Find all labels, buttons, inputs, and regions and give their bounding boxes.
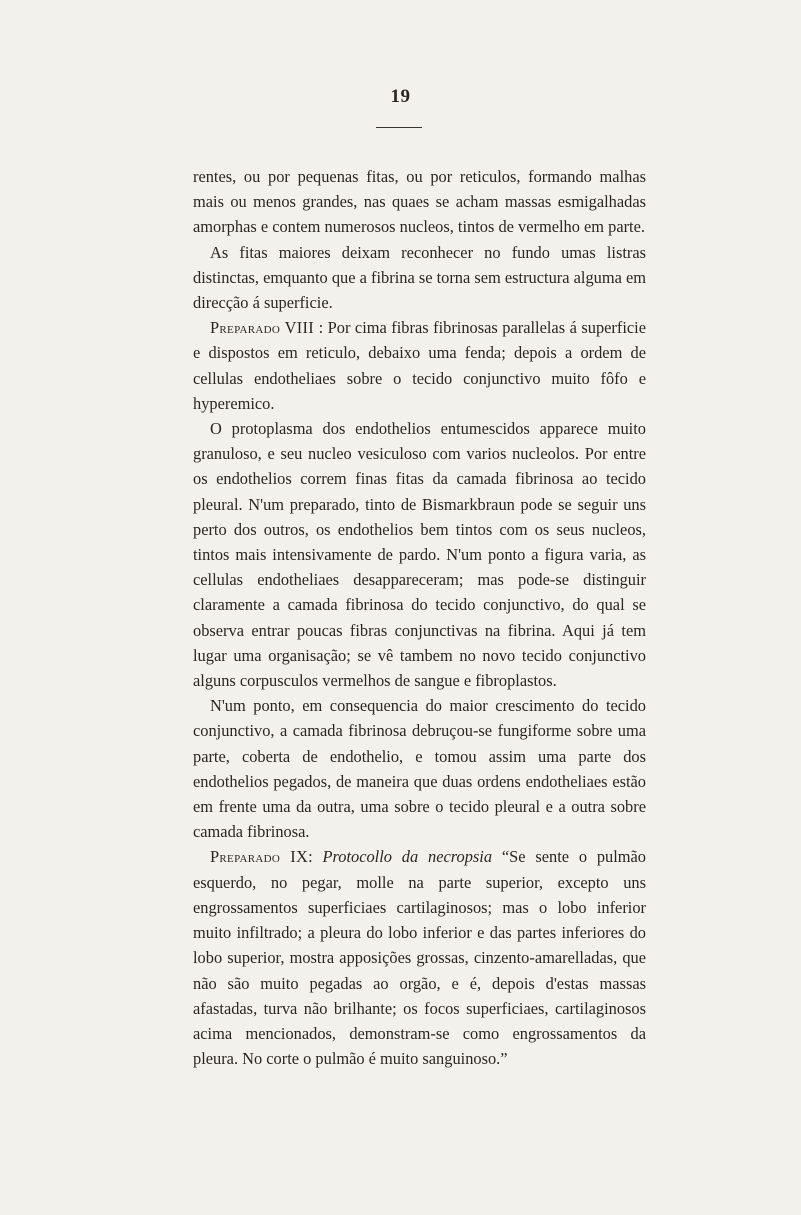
- paragraph: Preparado VIII : Por cima fibras fibrinosas parallelas á superficie e dispostos em reticulo, debaixo uma fenda; depois a ordem de cellulas endotheliaes sobre o tecido conjunctivo muito fôfo e hyperemico.: [193, 318, 646, 413]
- section-label: Preparado VIII: [210, 318, 315, 338]
- body-text: [193, 164, 646, 1071]
- paragraph: O protoplasma dos endothelios entumescidos apparece muito granuloso, e seu nucleo vesiculoso com varios nucleolos. Por entre os endothelios correm finas fitas da camada fibrinosa ao tecido pleural. N'um preparado, tinto de Bismarkbraun pode se seguir uns perto dos outros, os endothelios bem tintos com os seus nucleos, tintos mais intensivamente de pardo. N'um ponto a figura varia, as cellulas endotheliaes desappareceram; mas pode-se distinguir claramente a camada fibrinosa do tecido conjunctivo, do qual se observa entrar poucas fibras conjunctivas na fibrina. Aqui já tem lugar uma organisação; se vê tambem no novo tecido conjunctivo alguns corpusculos vermelhos de sangue e fibroplastos.: [193, 419, 646, 691]
- paragraph: Preparado IX: Protocollo da necropsia “Se sente o pulmão esquerdo, no pegar, molle na parte superior, excepto uns engrossamentos superficiaes cartilaginosos; mas o lobo inferior muito infiltrado; a pleura do lobo inferior e das partes inferiores do lobo superior, mostra apposições grossas, cinzento-amarelladas, que não são muito pegadas ao orgão, e é, depois d'estas massas afastadas, turva não brilhante; os focos superficiaes, cartilaginosos acima mencionados, demonstram-se como engrossamentos da pleura. No corte o pulmão é muito sanguinoso.”: [193, 847, 647, 1069]
- paragraph: rentes, ou por pequenas fitas, ou por reticulos, formando malhas mais ou menos grandes, nas quaes se acham massas esmigalhadas amorphas e contem numerosos nucleos, tintos de vermelho em parte.: [193, 167, 646, 237]
- paragraph: As fitas maiores deixam reconhecer no fundo umas listras distinctas, emquanto que a fibrina se torna sem estructura alguma em direcção á superficie.: [193, 242, 646, 313]
- page-number: 19: [390, 86, 411, 107]
- italic-title: Protocollo da necropsia: [322, 847, 493, 867]
- section-label: Preparado IX: [210, 847, 309, 867]
- header-rule: [376, 127, 422, 128]
- paragraph: N'um ponto, em consequencia do maior crescimento do tecido conjunctivo, a camada fibrinosa debruçou-se fungiforme sobre uma parte, coberta de endothelio, e tomou assim uma parte dos endothelios pegados, de maneira que duas ordens endotheliaes estão em frente uma da outra, uma sobre o tecido pleural e a outra sobre camada fibrinosa.: [193, 696, 646, 842]
